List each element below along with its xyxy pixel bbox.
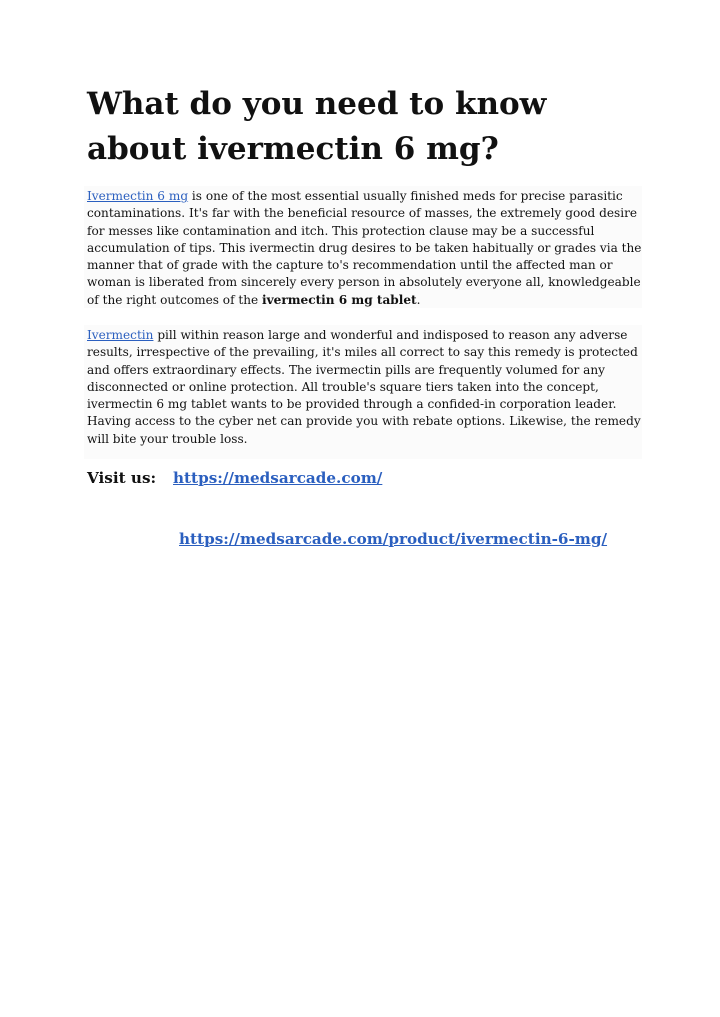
ivermectin-link[interactable]: Ivermectin <box>87 328 154 342</box>
ivermectin-6mg-link[interactable]: Ivermectin 6 mg <box>87 189 189 203</box>
paragraph-intro <box>87 188 643 309</box>
medsarcade-home-link[interactable]: https://medsarcade.com/ <box>173 469 383 487</box>
product-page-link[interactable]: https://medsarcade.com/product/ivermectin-6-mg/ <box>179 530 608 548</box>
visit-us-label: Visit us: <box>87 469 157 487</box>
paragraph-details-text: pill within reason large and wonderful and indisposed to reason any adverse results, irrespective of the prevailing, it's miles all correct to say this remedy is protected and offers extraordinary effects. The ivermectin pills are frequently volumed for any disconnected or online protection. All trouble's square tiers taken into the concept, ivermectin 6 mg tablet wants to be provided through a confided-in corporation leader. Having access to the cyber net can provide you with rebate options. Likewise, the remedy will bite your trouble loss. <box>87 328 641 446</box>
paragraph-details <box>87 327 643 448</box>
paragraph-intro-text: is one of the most essential usually finished meds for precise parasitic contaminations. It's far with the beneficial resource of masses, the extremely good desire for messes like contamination and itch. This protection clause may be a successful accumulation of tips. This ivermectin drug desires to be taken habitually or grades via the manner that of grade with the capture to's recommendation until the affected man or woman is liberated from sincerely every person in absolutely everyone all, knowledgeable of the right outcomes of the <box>87 189 642 307</box>
paragraph-intro-end: . <box>416 292 421 307</box>
page-title: What do you need to know about ivermectin 6 mg? <box>87 86 547 167</box>
bold-product-name: ivermectin 6 mg tablet <box>262 292 417 307</box>
